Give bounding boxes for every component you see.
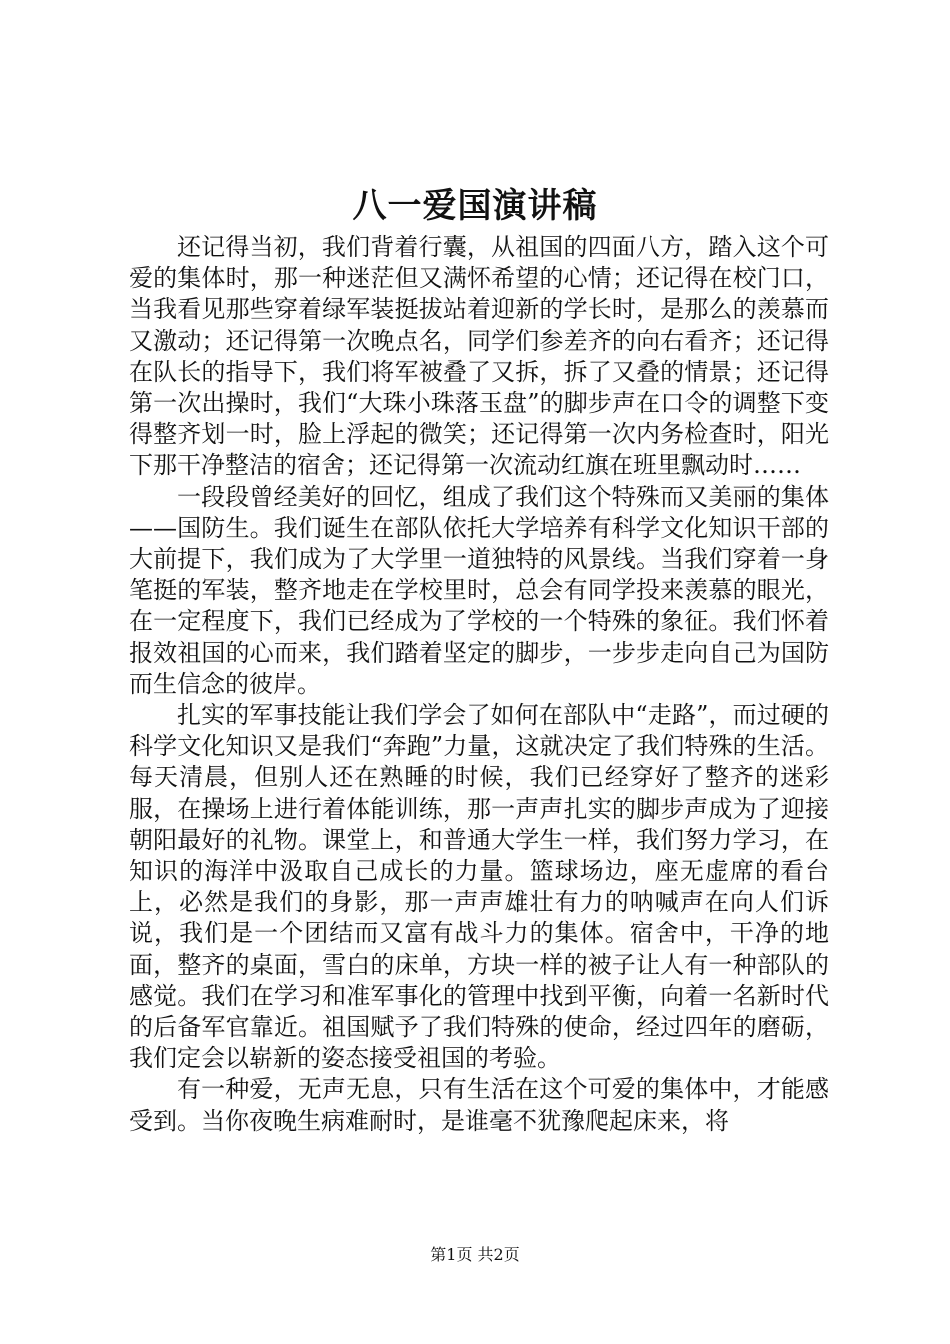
paragraph-2: 一段段曾经美好的回忆，组成了我们这个特殊而又美丽的集体——国防生。我们诞生在部队依托大学培养有科学文化知识干部的大前提下，我们成为了大学里一道独特的风景线。当我们穿着一身笔挺的军装，整齐地走在学校里时，总会有同学投来羡慕的眼光，在一定程度下，我们已经成为了学校的一个特殊的象征。我们怀着报效祖国的心而来，我们踏着坚定的脚步，一步步走向自己为国防而生信念的彼岸。 [129, 482, 829, 698]
document-body [129, 232, 829, 1137]
paragraph-3: 扎实的军事技能让我们学会了如何在部队中“走路”，而过硬的科学文化知识又是我们“奔跑”力量，这就决定了我们特殊的生活。每天清晨，但别人还在熟睡的时候，我们已经穿好了整齐的迷彩服，在操场上进行着体能训练，那一声声扎实的脚步声成为了迎接朝阳最好的礼物。课堂上，和普通大学生一样，我们努力学习，在知识的海洋中汲取自己成长的力量。篮球场边，座无虚席的看台上，必然是我们的身影，那一声声雄壮有力的呐喊声在向人们诉说，我们是一个团结而又富有战斗力的集体。宿舍中，干净的地面，整齐的桌面，雪白的床单，方块一样的被子让人有一种部队的感觉。我们在学习和准军事化的管理中找到平衡，向着一名新时代的后备军官靠近。祖国赋予了我们特殊的使命，经过四年的磨砺，我们定会以崭新的姿态接受祖国的考验。 [129, 701, 829, 1073]
page-footer: 第1页 共2页 [430, 1245, 520, 1264]
document-title: 八一爱国演讲稿 [352, 186, 598, 226]
paragraph-4: 有一种爱，无声无息，只有生活在这个可爱的集体中，才能感受到。当你夜晚生病难耐时，是谁毫不犹豫爬起床来，将 [129, 1075, 829, 1135]
paragraph-1: 还记得当初，我们背着行囊，从祖国的四面八方，踏入这个可爱的集体时，那一种迷茫但又满怀希望的心情；还记得在校门口，当我看见那些穿着绿军装挺拔站着迎新的学长时，是那么的羡慕而又激动；还记得第一次晚点名，同学们参差齐的向右看齐；还记得在队长的指导下，我们将军被叠了又拆，拆了又叠的情景；还记得第一次出操时，我们“大珠小珠落玉盘”的脚步声在口令的调整下变得整齐划一时，脸上浮起的微笑；还记得第一次内务检查时，阳光下那干净整洁的宿舍；还记得第一次流动红旗在班里飘动时…… [129, 233, 829, 480]
